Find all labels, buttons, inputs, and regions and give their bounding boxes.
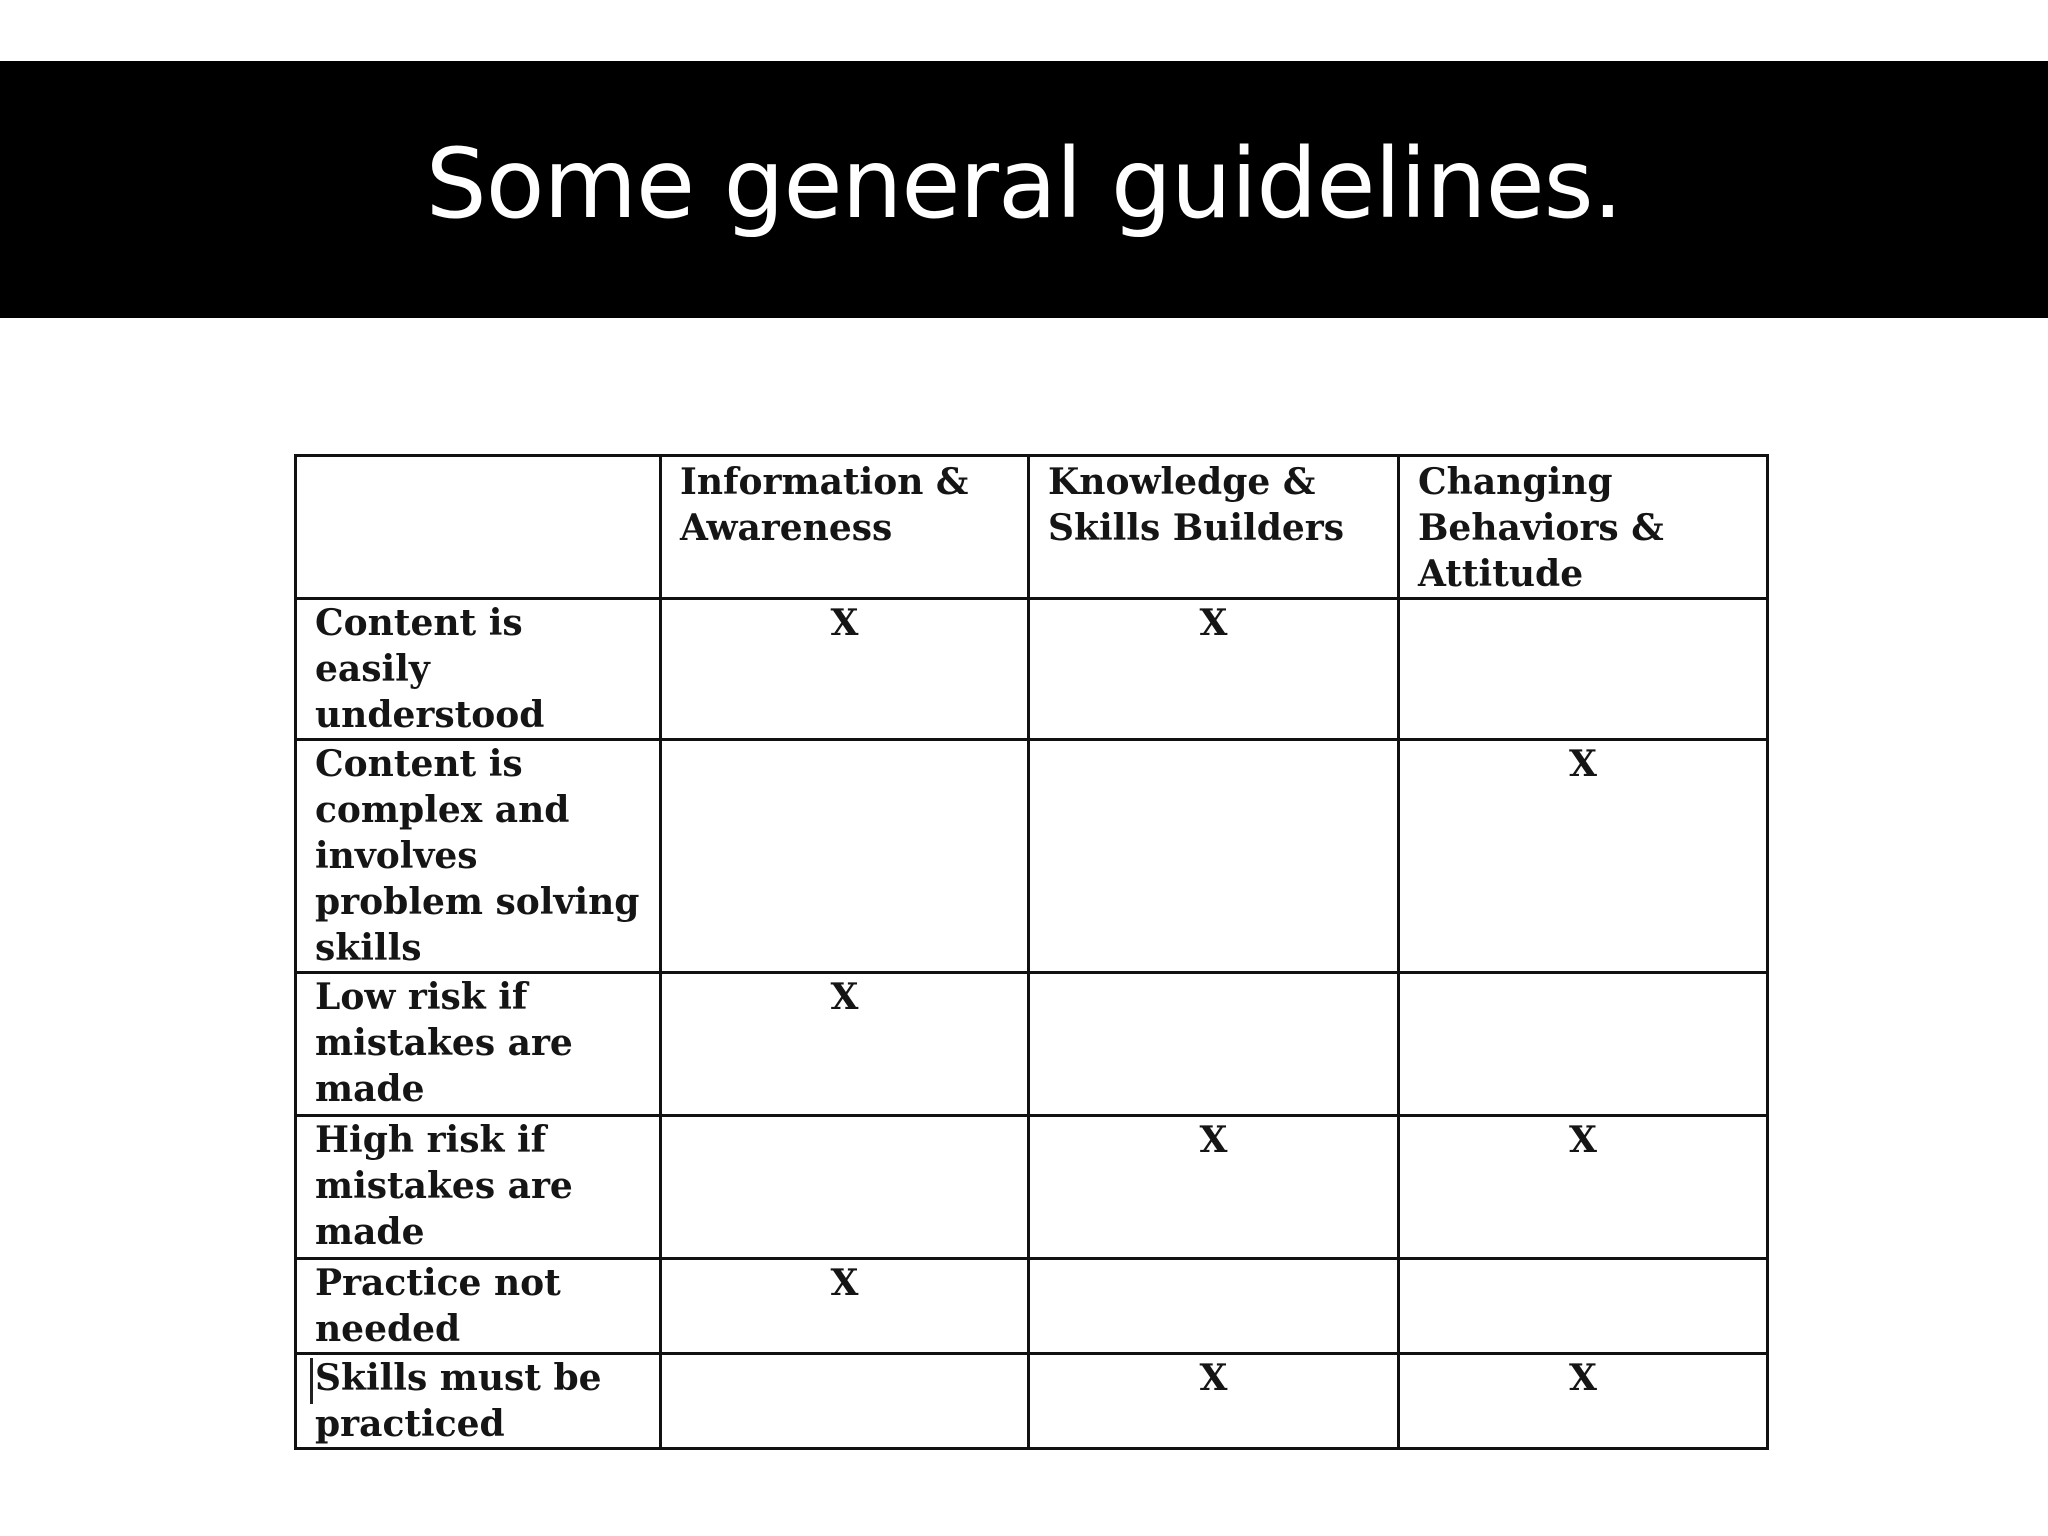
table-cell xyxy=(661,1354,1029,1449)
table-row xyxy=(296,740,1768,973)
table-cell: X xyxy=(1399,1116,1768,1259)
row-label: Low risk if mistakes are made xyxy=(296,973,661,1116)
table-cell xyxy=(661,740,1029,973)
slide-title: Some general guidelines. xyxy=(425,127,1623,240)
header-information-awareness: Information & Awareness xyxy=(661,456,1029,599)
table-cell: X xyxy=(1399,1354,1768,1449)
table-cell: X xyxy=(661,1259,1029,1354)
row-label: High risk if mistakes are made xyxy=(296,1116,661,1259)
row-label: Practice not needed xyxy=(296,1259,661,1354)
row-label: Skills must be practiced xyxy=(296,1354,661,1449)
table-cell: X xyxy=(1399,740,1768,973)
table-cell xyxy=(1399,1259,1768,1354)
row-label: Content is complex and involves problem solving skills xyxy=(296,740,661,973)
header-cell-empty xyxy=(296,456,661,599)
table-header-row xyxy=(296,456,1768,599)
table-cell xyxy=(1399,599,1768,740)
table-cell: X xyxy=(661,599,1029,740)
table-row xyxy=(296,973,1768,1116)
table-row xyxy=(296,1354,1768,1449)
table-cell xyxy=(1029,973,1399,1116)
table-row xyxy=(296,1116,1768,1259)
table-row xyxy=(296,599,1768,740)
table-cell: X xyxy=(1029,1354,1399,1449)
table-cell xyxy=(1399,973,1768,1116)
guidelines-table xyxy=(294,454,1769,1450)
header-changing-behaviors-attitude: Changing Behaviors & Attitude xyxy=(1399,456,1768,599)
title-bar xyxy=(0,61,2048,318)
row-label: Content is easily understood xyxy=(296,599,661,740)
table-row xyxy=(296,1259,1768,1354)
table-cell xyxy=(1029,740,1399,973)
table-cell: X xyxy=(661,973,1029,1116)
header-knowledge-skills-builders: Knowledge & Skills Builders xyxy=(1029,456,1399,599)
table-cell: X xyxy=(1029,599,1399,740)
table-cell xyxy=(661,1116,1029,1259)
text-cursor xyxy=(310,1358,313,1404)
table-cell xyxy=(1029,1259,1399,1354)
table-cell: X xyxy=(1029,1116,1399,1259)
